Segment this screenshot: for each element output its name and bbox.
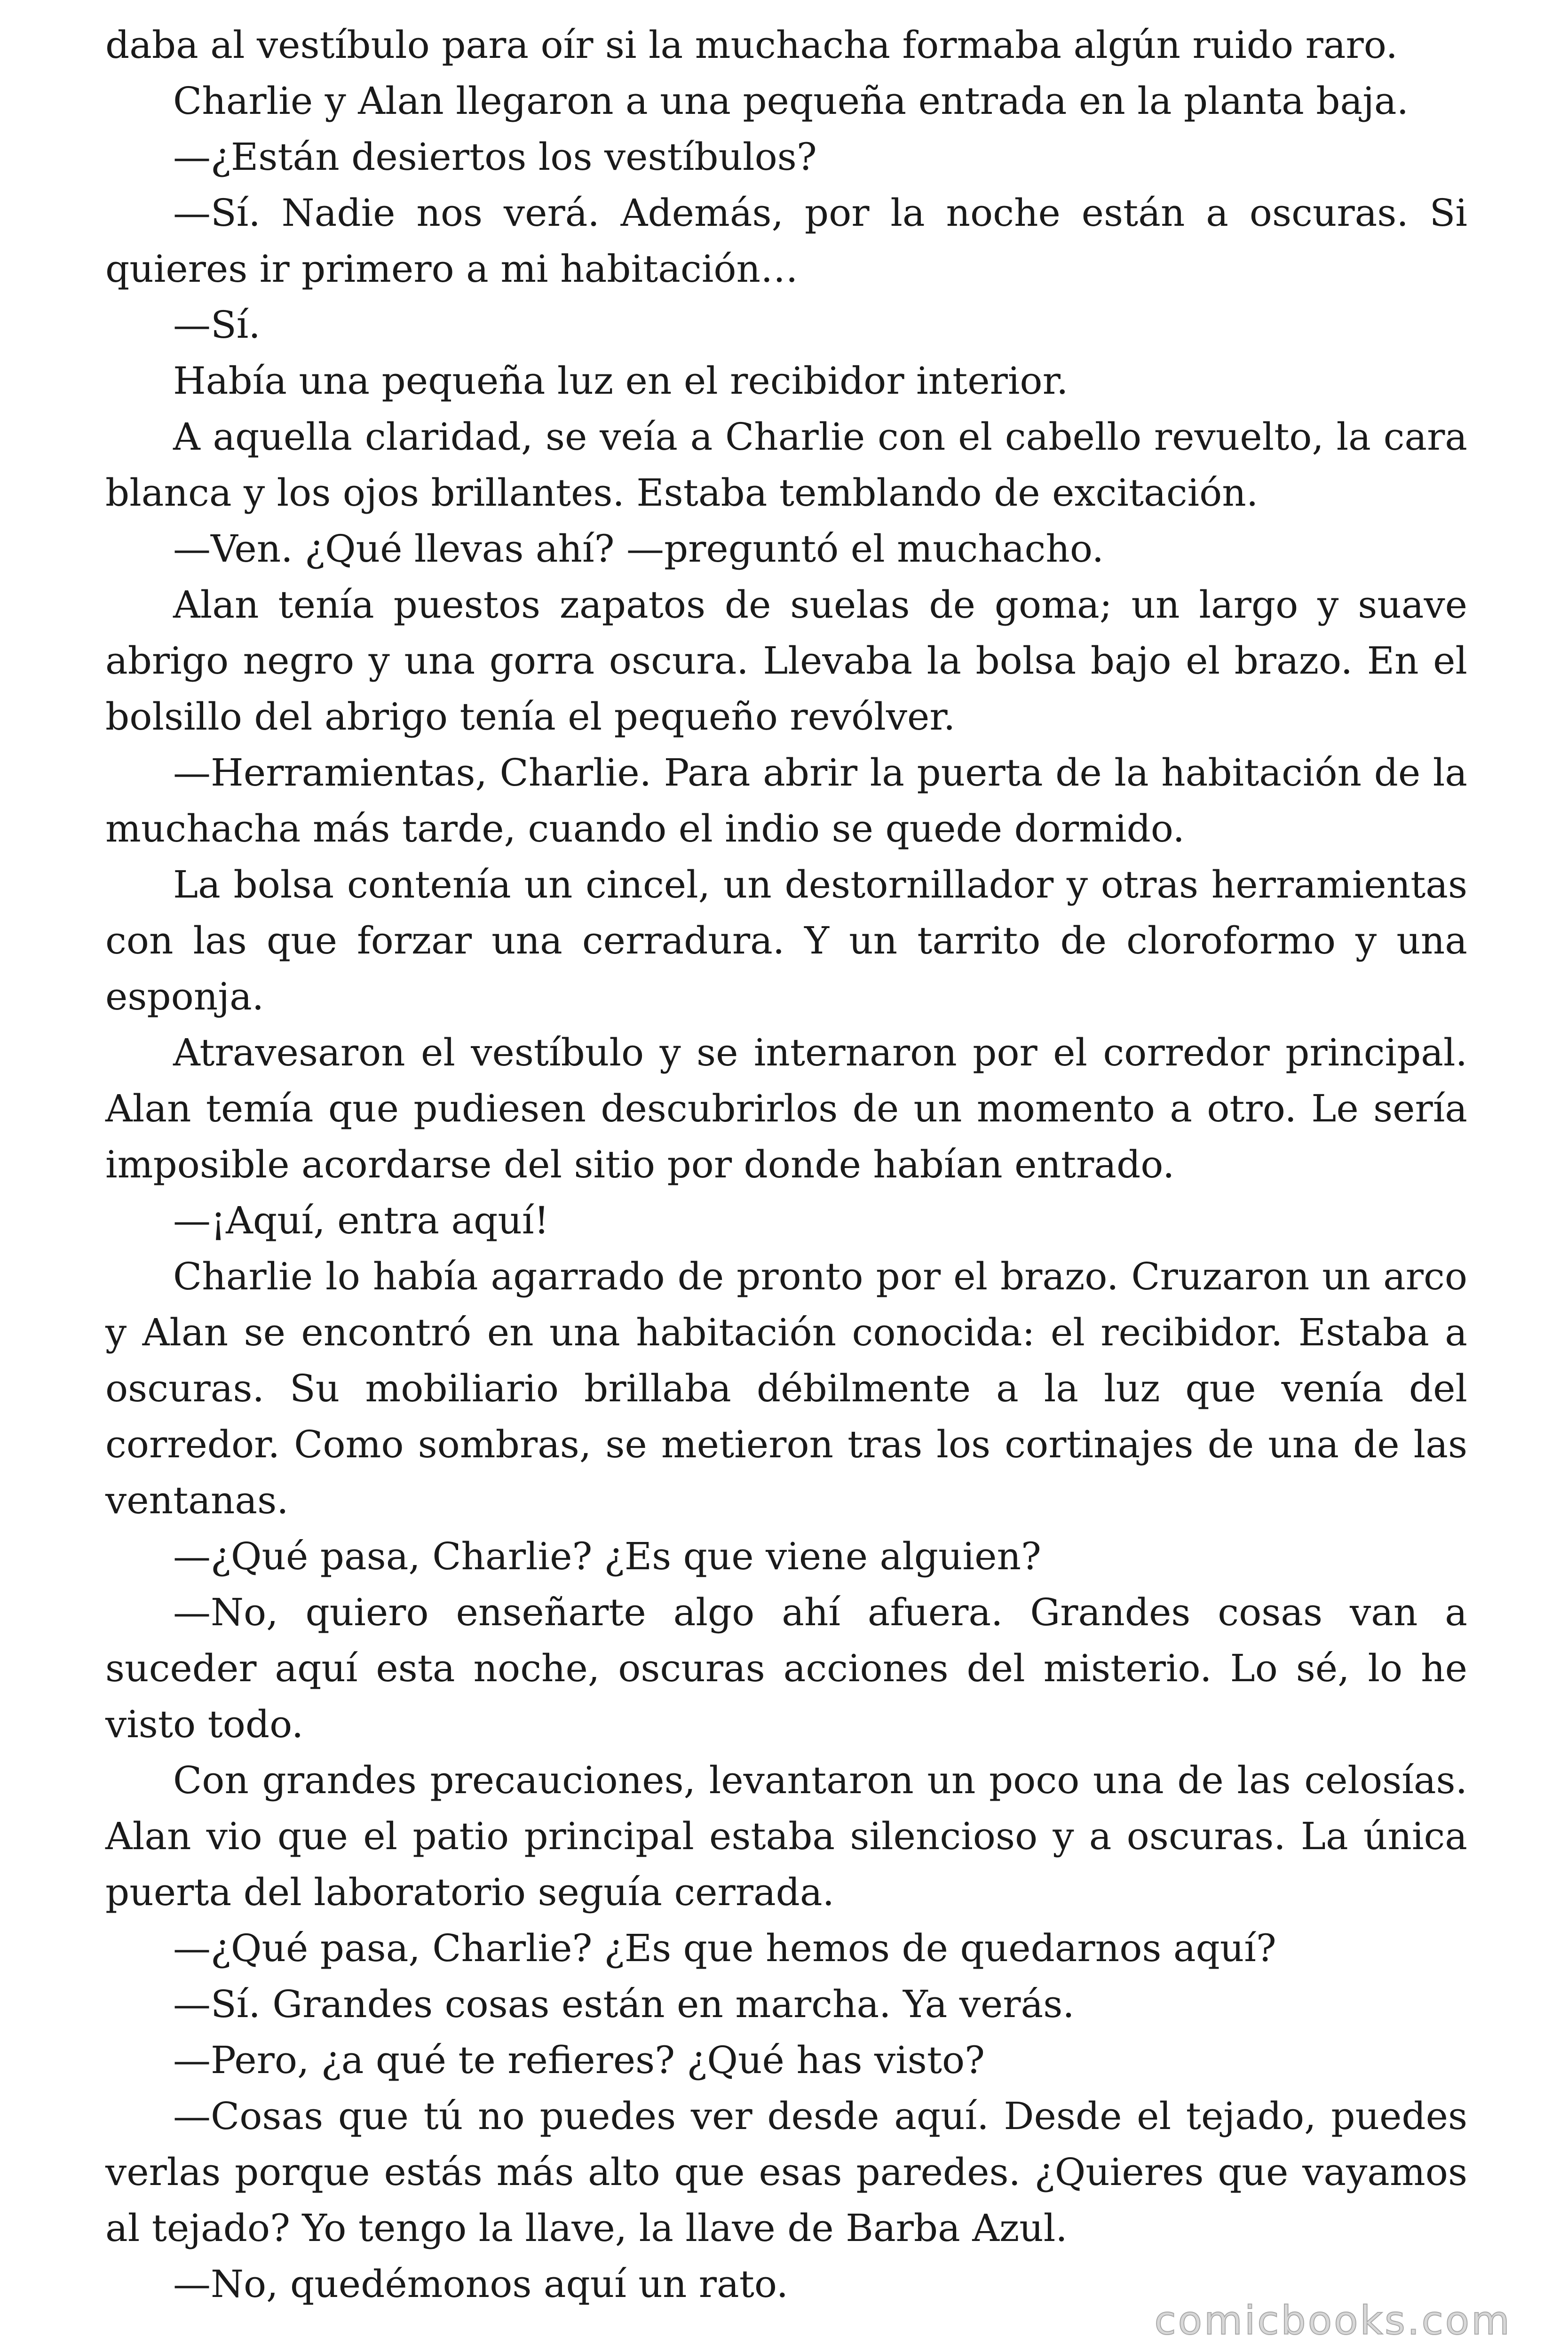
paragraph: Alan tenía puestos zapatos de suelas de goma; un largo y suave abrigo negro y una gorra oscura. Llevaba la bolsa bajo el brazo. En el bolsillo del abrigo tenía el pequeño revólver. [105,583,1467,739]
paragraph: daba al vestíbulo para oír si la muchacha formaba algún ruido raro. [105,23,1398,67]
watermark-text: comicbooks.com [1154,2297,1512,2344]
paragraph: —Ven. ¿Qué llevas ahí? —preguntó el muchacho. [173,527,1104,571]
paragraph: Charlie lo había agarrado de pronto por el brazo. Cruzaron un arco y Alan se encontró en una habitación conocida: el recibidor. Estaba a oscuras. Su mobiliario brillaba débilmente a la luz que venía del corredor. Como sombras, se metieron tras los cortinajes de una de las ventanas. [105,1255,1467,1522]
paragraph: —Sí. [173,303,261,347]
paragraph: —Sí. Grandes cosas están en marcha. Ya verás. [173,1982,1075,2026]
paragraph: La bolsa contenía un cincel, un destornillador y otras herramientas con las que forzar una cerradura. Y un tarrito de cloroformo y una esponja. [105,863,1467,1018]
paragraph: —¿Están desiertos los vestíbulos? [173,135,817,179]
paragraph: Atravesaron el vestíbulo y se internaron por el corredor principal. Alan temía que pudiesen descubrirlos de un momento a otro. Le sería imposible acordarse del sitio por donde habían entrado. [105,1031,1467,1186]
paragraph: —¿Qué pasa, Charlie? ¿Es que hemos de quedarnos aquí? [173,1926,1276,1970]
paragraph: —Cosas que tú no puedes ver desde aquí. Desde el tejado, puedes verlas porque estás más alto que esas paredes. ¿Quieres que vayamos al tejado? Yo tengo la llave, la llave de Barba Azul. [105,2094,1467,2250]
paragraph: —No, quedémonos aquí un rato. [173,2262,789,2306]
paragraph: —Herramientas, Charlie. Para abrir la puerta de la habitación de la muchacha más tarde, cuando el indio se quede dormido. [105,751,1467,850]
paragraph: —Sí. Nadie nos verá. Además, por la noche están a oscuras. Si quieres ir primero a mi habitación… [105,191,1467,291]
book-page-text [105,17,1467,2312]
paragraph: A aquella claridad, se veía a Charlie con el cabello revuelto, la cara blanca y los ojos brillantes. Estaba temblando de excitación. [105,415,1467,515]
paragraph: —¿Qué pasa, Charlie? ¿Es que viene alguien? [173,1534,1041,1578]
paragraph: Había una pequeña luz en el recibidor interior. [173,359,1069,403]
paragraph: Con grandes precauciones, levantaron un poco una de las celosías. Alan vio que el patio principal estaba silencioso y a oscuras. La única puerta del laboratorio seguía cerrada. [105,1758,1467,1914]
paragraph: —¡Aquí, entra aquí! [173,1199,549,1242]
paragraph: —No, quiero enseñarte algo ahí afuera. Grandes cosas van a suceder aquí esta noche, oscuras acciones del misterio. Lo sé, lo he visto todo. [105,1590,1467,1746]
paragraph: Charlie y Alan llegaron a una pequeña entrada en la planta baja. [173,79,1409,123]
paragraph: —Pero, ¿a qué te refieres? ¿Qué has visto? [173,2038,985,2082]
